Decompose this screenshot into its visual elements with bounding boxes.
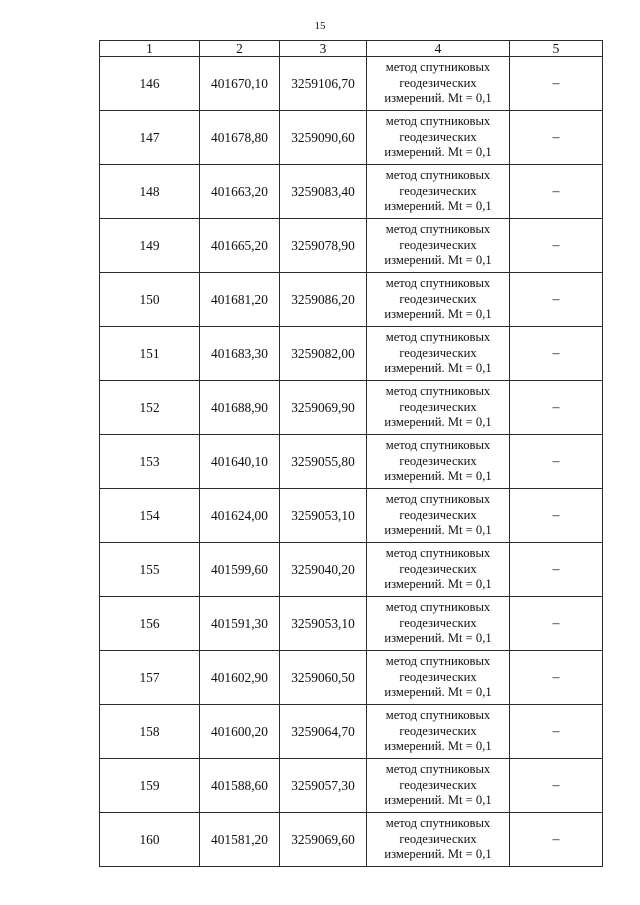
point-number-cell: 150 xyxy=(100,273,200,327)
table-row xyxy=(100,219,603,273)
method-cell xyxy=(367,219,510,273)
table-row xyxy=(100,165,603,219)
point-number-cell: 147 xyxy=(100,111,200,165)
x-coordinate-cell: 401663,20 xyxy=(200,165,280,219)
table-header xyxy=(100,41,603,57)
method-line: измерений. Mt = 0,1 xyxy=(384,91,492,106)
method-cell xyxy=(367,597,510,651)
y-coordinate-cell: 3259064,70 xyxy=(280,705,367,759)
point-number-cell: 151 xyxy=(100,327,200,381)
point-number-cell: 149 xyxy=(100,219,200,273)
x-coordinate-cell: 401599,60 xyxy=(200,543,280,597)
table-row xyxy=(100,489,603,543)
method-cell xyxy=(367,543,510,597)
note-cell: – xyxy=(510,597,603,651)
header-cell-5: 5 xyxy=(510,41,603,57)
method-line: метод спутниковых xyxy=(385,114,491,129)
x-coordinate-cell: 401683,30 xyxy=(200,327,280,381)
method-line: измерений. Mt = 0,1 xyxy=(384,253,492,268)
table-row xyxy=(100,813,603,867)
y-coordinate-cell: 3259057,30 xyxy=(280,759,367,813)
point-number-cell: 159 xyxy=(100,759,200,813)
table-row xyxy=(100,705,603,759)
table-row xyxy=(100,273,603,327)
note-cell: – xyxy=(510,435,603,489)
method-line: метод спутниковых xyxy=(385,384,491,399)
page-number: 15 xyxy=(314,20,326,32)
method-line: геодезических xyxy=(399,345,477,360)
method-line: геодезических xyxy=(399,615,477,630)
y-coordinate-cell: 3259040,20 xyxy=(280,543,367,597)
table-row xyxy=(100,111,603,165)
header-cell-2: 2 xyxy=(200,41,280,57)
method-line: геодезических xyxy=(399,183,477,198)
y-coordinate-cell: 3259083,40 xyxy=(280,165,367,219)
x-coordinate-cell: 401665,20 xyxy=(200,219,280,273)
method-line: метод спутниковых xyxy=(385,60,491,75)
method-cell xyxy=(367,813,510,867)
method-line: геодезических xyxy=(399,129,477,144)
method-line: геодезических xyxy=(399,453,477,468)
x-coordinate-cell: 401581,20 xyxy=(200,813,280,867)
coordinates-table xyxy=(99,40,603,867)
method-cell xyxy=(367,165,510,219)
method-line: измерений. Mt = 0,1 xyxy=(384,577,492,592)
point-number-cell: 160 xyxy=(100,813,200,867)
note-cell: – xyxy=(510,57,603,111)
table-row xyxy=(100,597,603,651)
method-cell xyxy=(367,273,510,327)
table-row xyxy=(100,57,603,111)
point-number-cell: 146 xyxy=(100,57,200,111)
method-line: геодезических xyxy=(399,507,477,522)
method-line: метод спутниковых xyxy=(385,546,491,561)
method-line: метод спутниковых xyxy=(385,222,491,237)
method-line: метод спутниковых xyxy=(385,816,491,831)
note-cell: – xyxy=(510,165,603,219)
method-line: измерений. Mt = 0,1 xyxy=(384,631,492,646)
method-line: метод спутниковых xyxy=(385,492,491,507)
method-line: геодезических xyxy=(399,831,477,846)
point-number-cell: 155 xyxy=(100,543,200,597)
y-coordinate-cell: 3259069,90 xyxy=(280,381,367,435)
method-line: измерений. Mt = 0,1 xyxy=(384,307,492,322)
point-number-cell: 148 xyxy=(100,165,200,219)
method-line: измерений. Mt = 0,1 xyxy=(384,415,492,430)
x-coordinate-cell: 401670,10 xyxy=(200,57,280,111)
method-line: геодезических xyxy=(399,561,477,576)
method-line: измерений. Mt = 0,1 xyxy=(384,793,492,808)
point-number-cell: 158 xyxy=(100,705,200,759)
y-coordinate-cell: 3259053,10 xyxy=(280,597,367,651)
note-cell: – xyxy=(510,327,603,381)
y-coordinate-cell: 3259069,60 xyxy=(280,813,367,867)
point-number-cell: 157 xyxy=(100,651,200,705)
method-cell xyxy=(367,57,510,111)
method-line: геодезических xyxy=(399,291,477,306)
method-line: измерений. Mt = 0,1 xyxy=(384,199,492,214)
method-line: измерений. Mt = 0,1 xyxy=(384,145,492,160)
method-cell xyxy=(367,111,510,165)
x-coordinate-cell: 401600,20 xyxy=(200,705,280,759)
method-line: измерений. Mt = 0,1 xyxy=(384,469,492,484)
method-line: метод спутниковых xyxy=(385,438,491,453)
point-number-cell: 152 xyxy=(100,381,200,435)
x-coordinate-cell: 401688,90 xyxy=(200,381,280,435)
method-line: метод спутниковых xyxy=(385,762,491,777)
y-coordinate-cell: 3259082,00 xyxy=(280,327,367,381)
method-line: метод спутниковых xyxy=(385,168,491,183)
method-line: метод спутниковых xyxy=(385,654,491,669)
note-cell: – xyxy=(510,111,603,165)
x-coordinate-cell: 401678,80 xyxy=(200,111,280,165)
method-line: геодезических xyxy=(399,75,477,90)
y-coordinate-cell: 3259053,10 xyxy=(280,489,367,543)
y-coordinate-cell: 3259060,50 xyxy=(280,651,367,705)
method-cell xyxy=(367,435,510,489)
method-cell xyxy=(367,327,510,381)
table-row xyxy=(100,759,603,813)
note-cell: – xyxy=(510,381,603,435)
method-line: метод спутниковых xyxy=(385,600,491,615)
note-cell: – xyxy=(510,759,603,813)
table-body xyxy=(100,57,603,867)
table-row xyxy=(100,327,603,381)
x-coordinate-cell: 401681,20 xyxy=(200,273,280,327)
note-cell: – xyxy=(510,705,603,759)
header-cell-4: 4 xyxy=(367,41,510,57)
method-cell xyxy=(367,489,510,543)
method-cell xyxy=(367,759,510,813)
point-number-cell: 154 xyxy=(100,489,200,543)
table-row xyxy=(100,435,603,489)
method-line: измерений. Mt = 0,1 xyxy=(384,361,492,376)
table-row xyxy=(100,381,603,435)
method-line: метод спутниковых xyxy=(385,276,491,291)
method-line: измерений. Mt = 0,1 xyxy=(384,847,492,862)
x-coordinate-cell: 401591,30 xyxy=(200,597,280,651)
method-line: геодезических xyxy=(399,723,477,738)
note-cell: – xyxy=(510,813,603,867)
method-line: геодезических xyxy=(399,399,477,414)
y-coordinate-cell: 3259078,90 xyxy=(280,219,367,273)
y-coordinate-cell: 3259055,80 xyxy=(280,435,367,489)
x-coordinate-cell: 401624,00 xyxy=(200,489,280,543)
header-cell-1: 1 xyxy=(100,41,200,57)
method-line: геодезических xyxy=(399,777,477,792)
x-coordinate-cell: 401640,10 xyxy=(200,435,280,489)
method-line: измерений. Mt = 0,1 xyxy=(384,739,492,754)
method-line: измерений. Mt = 0,1 xyxy=(384,523,492,538)
y-coordinate-cell: 3259106,70 xyxy=(280,57,367,111)
note-cell: – xyxy=(510,273,603,327)
method-line: измерений. Mt = 0,1 xyxy=(384,685,492,700)
header-row xyxy=(100,41,603,57)
header-cell-3: 3 xyxy=(280,41,367,57)
method-line: метод спутниковых xyxy=(385,708,491,723)
note-cell: – xyxy=(510,219,603,273)
point-number-cell: 156 xyxy=(100,597,200,651)
method-line: метод спутниковых xyxy=(385,330,491,345)
note-cell: – xyxy=(510,543,603,597)
method-line: геодезических xyxy=(399,237,477,252)
table-row xyxy=(100,543,603,597)
note-cell: – xyxy=(510,489,603,543)
method-line: геодезических xyxy=(399,669,477,684)
y-coordinate-cell: 3259086,20 xyxy=(280,273,367,327)
method-cell xyxy=(367,705,510,759)
note-cell: – xyxy=(510,651,603,705)
table-row xyxy=(100,651,603,705)
x-coordinate-cell: 401588,60 xyxy=(200,759,280,813)
method-cell xyxy=(367,381,510,435)
point-number-cell: 153 xyxy=(100,435,200,489)
method-cell xyxy=(367,651,510,705)
y-coordinate-cell: 3259090,60 xyxy=(280,111,367,165)
x-coordinate-cell: 401602,90 xyxy=(200,651,280,705)
